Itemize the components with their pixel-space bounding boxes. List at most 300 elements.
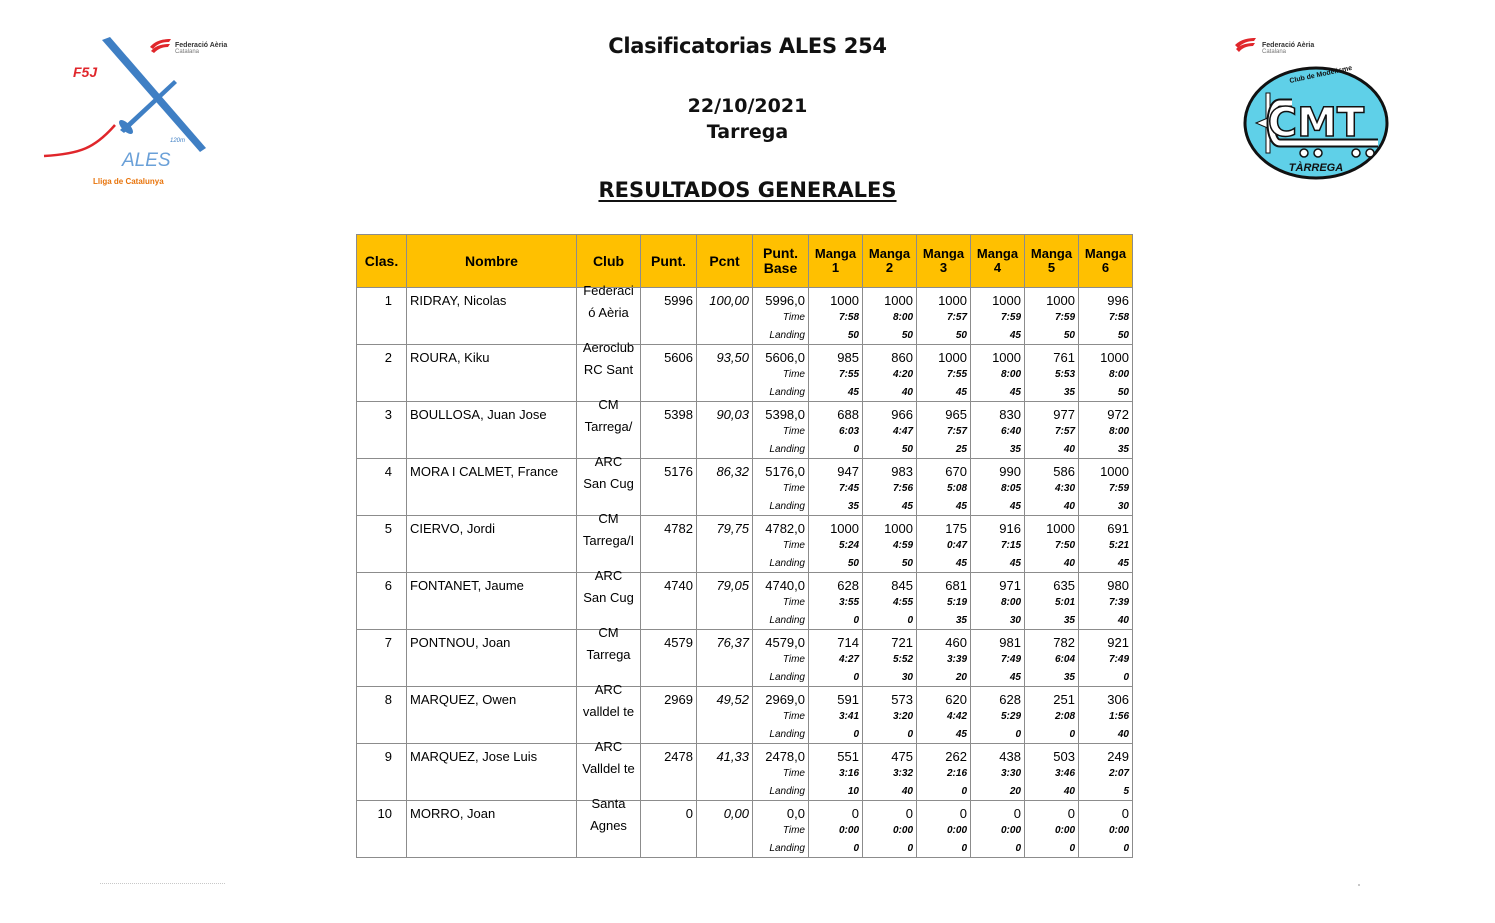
- manga-cell: [809, 516, 863, 573]
- manga-landing: 45: [847, 387, 859, 398]
- table-header-row: [357, 235, 1133, 288]
- landing-label: Landing: [769, 786, 805, 797]
- manga-score: 985: [837, 350, 859, 365]
- pilot-name-cell: CIERVO, Jordi: [407, 516, 577, 573]
- manga-landing: 40: [1117, 615, 1129, 626]
- manga-landing: 50: [847, 558, 859, 569]
- manga-landing: 35: [1009, 444, 1021, 455]
- manga-cell: [1079, 459, 1133, 516]
- manga-cell: [971, 345, 1025, 402]
- manga-time: 4:20: [892, 369, 913, 380]
- manga-score: 0: [1013, 806, 1021, 821]
- time-label: Time: [782, 312, 805, 323]
- section-title: RESULTADOS GENERALES: [598, 178, 897, 202]
- rank-cell: 2: [357, 345, 407, 402]
- col-header-pcnt[interactable]: Pcnt: [697, 235, 753, 288]
- percent-cell: 79,05: [697, 573, 753, 630]
- manga-score: 262: [945, 749, 967, 764]
- manga-time: 8:05: [1000, 483, 1021, 494]
- manga-score: 0: [851, 806, 859, 821]
- table-row[interactable]: [357, 345, 1133, 402]
- manga-score: 551: [837, 749, 859, 764]
- manga-score: 573: [891, 692, 913, 707]
- manga-cell: [917, 687, 971, 744]
- points-cell: 4579: [641, 630, 697, 687]
- manga-score: 1000: [884, 293, 913, 308]
- landing-label: Landing: [769, 672, 805, 683]
- manga-time: 7:39: [1108, 597, 1129, 608]
- percent-cell: 86,32: [697, 459, 753, 516]
- manga-time: 2:07: [1108, 768, 1129, 779]
- manga-landing: 0: [853, 672, 859, 683]
- manga-cell: [971, 288, 1025, 345]
- table-row[interactable]: [357, 801, 1133, 858]
- manga-landing: 0: [853, 615, 859, 626]
- manga-landing: 50: [1063, 330, 1075, 341]
- manga-landing: 35: [1117, 444, 1129, 455]
- page-title: Clasificatorias ALES 254: [608, 34, 887, 58]
- manga-landing: 50: [901, 558, 913, 569]
- footer-dot: [1358, 884, 1360, 886]
- manga-landing: 50: [1117, 330, 1129, 341]
- manga-landing: 45: [1009, 387, 1021, 398]
- manga-time: 4:55: [892, 597, 913, 608]
- event-place: Tarrega: [706, 121, 789, 143]
- club-initials: CMT: [1267, 100, 1365, 146]
- manga-score: 1000: [1046, 293, 1075, 308]
- manga-landing: 0: [853, 729, 859, 740]
- manga-time: 3:32: [892, 768, 913, 779]
- manga-landing: 45: [955, 558, 967, 569]
- manga-time: 7:50: [1054, 540, 1075, 551]
- manga-time: 3:55: [838, 597, 859, 608]
- table-row[interactable]: [357, 516, 1133, 573]
- landing-label: Landing: [769, 729, 805, 740]
- manga-landing: 45: [1009, 672, 1021, 683]
- manga-cell: [917, 744, 971, 801]
- manga-landing: 0: [1123, 672, 1129, 683]
- pilot-name-cell: MARQUEZ, Jose Luis: [407, 744, 577, 801]
- manga-cell: [863, 345, 917, 402]
- manga-score: 921: [1107, 635, 1129, 650]
- manga-cell: [917, 288, 971, 345]
- manga-cell: [863, 744, 917, 801]
- table-row[interactable]: [357, 402, 1133, 459]
- manga-cell: [917, 573, 971, 630]
- manga-landing: 40: [1063, 786, 1075, 797]
- manga-cell: [971, 516, 1025, 573]
- manga-score: 681: [945, 578, 967, 593]
- manga-cell: [809, 573, 863, 630]
- manga-score: 688: [837, 407, 859, 422]
- percent-cell: 100,00: [697, 288, 753, 345]
- manga-time: 7:57: [946, 312, 967, 323]
- manga-time: 5:21: [1108, 540, 1129, 551]
- manga-cell: [809, 687, 863, 744]
- table-row[interactable]: [357, 288, 1133, 345]
- manga-cell: [1025, 801, 1079, 858]
- manga-landing: 50: [901, 444, 913, 455]
- manga-score: 251: [1053, 692, 1075, 707]
- manga-score: 249: [1107, 749, 1129, 764]
- manga-time: 0:00: [1054, 825, 1075, 836]
- manga-landing: 40: [1117, 729, 1129, 740]
- manga-time: 4:30: [1054, 483, 1075, 494]
- percent-cell: 49,52: [697, 687, 753, 744]
- manga-score: 714: [837, 635, 859, 650]
- league-label: Lliga de Catalunya: [93, 177, 164, 186]
- manga-time: 7:15: [1000, 540, 1021, 551]
- manga-score: 670: [945, 464, 967, 479]
- base-points-cell: 2478,0 Time Landing: [753, 744, 809, 801]
- manga-time: 7:59: [1000, 312, 1021, 323]
- manga-score: 0: [959, 806, 967, 821]
- manga-cell: [863, 801, 917, 858]
- manga-time: 8:00: [892, 312, 913, 323]
- manga-score: 980: [1107, 578, 1129, 593]
- manga-landing: 10: [847, 786, 859, 797]
- results-table: [356, 234, 1133, 858]
- table-row[interactable]: [357, 459, 1133, 516]
- manga-score: 996: [1107, 293, 1129, 308]
- club-cell: CM Tarrega: [577, 630, 641, 687]
- base-points-cell: 5996,0 Time Landing: [753, 288, 809, 345]
- pilot-name-cell: MORRO, Joan: [407, 801, 577, 858]
- base-points-cell: 5398,0 Time Landing: [753, 402, 809, 459]
- manga-score: 586: [1053, 464, 1075, 479]
- pilot-name-cell: MORA I CALMET, France: [407, 459, 577, 516]
- manga-score: 438: [999, 749, 1021, 764]
- landing-label: Landing: [769, 615, 805, 626]
- manga-score: 460: [945, 635, 967, 650]
- manga-time: 5:19: [946, 597, 967, 608]
- manga-score: 1000: [1100, 350, 1129, 365]
- manga-cell: [809, 744, 863, 801]
- svg-text:Federació Aèria: Federació Aèria: [175, 42, 228, 49]
- manga-landing: 45: [1009, 330, 1021, 341]
- manga-time: 7:58: [838, 312, 859, 323]
- manga-time: 6:03: [838, 426, 859, 437]
- col-header-punt[interactable]: Punt.: [641, 235, 697, 288]
- table-row[interactable]: [357, 687, 1133, 744]
- manga-time: 5:52: [892, 654, 913, 665]
- time-label: Time: [782, 711, 805, 722]
- manga-landing: 40: [901, 786, 913, 797]
- manga-score: 1000: [1046, 521, 1075, 536]
- points-cell: 5996: [641, 288, 697, 345]
- base-points-cell: 2969,0 Time Landing: [753, 687, 809, 744]
- manga-cell: [971, 630, 1025, 687]
- manga-landing: 0: [1069, 843, 1075, 854]
- manga-time: 2:08: [1054, 711, 1075, 722]
- manga-time: 7:59: [1054, 312, 1075, 323]
- manga-time: 3:16: [838, 768, 859, 779]
- col-header-manga-5[interactable]: Manga 5: [1025, 235, 1079, 288]
- manga-cell: [1079, 573, 1133, 630]
- club-cell: CM Tarrega/I: [577, 516, 641, 573]
- manga-time: 7:56: [892, 483, 913, 494]
- manga-score: 845: [891, 578, 913, 593]
- manga-landing: 0: [1123, 843, 1129, 854]
- manga-time: 3:20: [892, 711, 913, 722]
- manga-score: 983: [891, 464, 913, 479]
- manga-time: 7:57: [1054, 426, 1075, 437]
- manga-cell: [917, 630, 971, 687]
- manga-time: 1:56: [1108, 711, 1129, 722]
- manga-landing: 40: [1063, 501, 1075, 512]
- manga-time: 5:01: [1054, 597, 1075, 608]
- manga-score: 1000: [884, 521, 913, 536]
- manga-score: 175: [945, 521, 967, 536]
- manga-cell: [1079, 801, 1133, 858]
- manga-cell: [917, 402, 971, 459]
- rank-cell: 9: [357, 744, 407, 801]
- points-cell: 2478: [641, 744, 697, 801]
- manga-landing: 40: [901, 387, 913, 398]
- manga-time: 5:29: [1000, 711, 1021, 722]
- rank-cell: 10: [357, 801, 407, 858]
- manga-landing: 25: [955, 444, 967, 455]
- percent-cell: 0,00: [697, 801, 753, 858]
- percent-cell: 93,50: [697, 345, 753, 402]
- club-cell: ARC San Cug: [577, 459, 641, 516]
- manga-cell: [863, 573, 917, 630]
- manga-score: 475: [891, 749, 913, 764]
- manga-time: 2:16: [946, 768, 967, 779]
- manga-cell: [1025, 630, 1079, 687]
- rank-cell: 4: [357, 459, 407, 516]
- manga-time: 0:47: [946, 540, 967, 551]
- manga-landing: 0: [907, 843, 913, 854]
- points-cell: 5606: [641, 345, 697, 402]
- manga-cell: [863, 516, 917, 573]
- club-cell: Aeroclub RC Sant: [577, 345, 641, 402]
- manga-score: 1000: [830, 521, 859, 536]
- manga-landing: 35: [955, 615, 967, 626]
- svg-text:Catalana: Catalana: [1262, 49, 1287, 55]
- manga-score: 782: [1053, 635, 1075, 650]
- manga-cell: [863, 288, 917, 345]
- manga-score: 691: [1107, 521, 1129, 536]
- manga-cell: [1025, 744, 1079, 801]
- landing-label: Landing: [769, 843, 805, 854]
- club-cell: Santa Agnes: [577, 801, 641, 858]
- manga-time: 8:00: [1108, 369, 1129, 380]
- manga-time: 0:00: [1000, 825, 1021, 836]
- ales-brand: ALES: [122, 150, 171, 171]
- rank-cell: 3: [357, 402, 407, 459]
- manga-landing: 5: [1123, 786, 1129, 797]
- manga-cell: [917, 801, 971, 858]
- manga-score: 721: [891, 635, 913, 650]
- manga-time: 8:00: [1000, 597, 1021, 608]
- manga-cell: [917, 459, 971, 516]
- pilot-name-cell: MARQUEZ, Owen: [407, 687, 577, 744]
- manga-landing: 50: [847, 330, 859, 341]
- time-label: Time: [782, 540, 805, 551]
- manga-time: 7:45: [838, 483, 859, 494]
- landing-label: Landing: [769, 444, 805, 455]
- percent-cell: 41,33: [697, 744, 753, 801]
- table-row[interactable]: [357, 573, 1133, 630]
- points-cell: 0: [641, 801, 697, 858]
- manga-cell: [971, 744, 1025, 801]
- manga-landing: 45: [1009, 501, 1021, 512]
- landing-label: Landing: [769, 387, 805, 398]
- manga-score: 1000: [992, 293, 1021, 308]
- results-body: [357, 283, 1133, 858]
- manga-cell: [971, 402, 1025, 459]
- base-points-cell: 4579,0 Time Landing: [753, 630, 809, 687]
- manga-time: 6:04: [1054, 654, 1075, 665]
- manga-landing: 45: [955, 501, 967, 512]
- col-header-club[interactable]: Club: [577, 235, 641, 288]
- manga-score: 620: [945, 692, 967, 707]
- percent-cell: 79,75: [697, 516, 753, 573]
- svg-text:Club de Modelisme: Club de Modelisme: [1288, 64, 1353, 85]
- event-date: 22/10/2021: [687, 95, 808, 117]
- svg-text:120m: 120m: [170, 138, 186, 144]
- club-cell: ARC Valldel te: [577, 744, 641, 801]
- manga-time: 4:47: [892, 426, 913, 437]
- manga-time: 0:00: [892, 825, 913, 836]
- manga-cell: [1079, 516, 1133, 573]
- manga-landing: 45: [1117, 558, 1129, 569]
- manga-cell: [809, 402, 863, 459]
- manga-time: 7:49: [1108, 654, 1129, 665]
- manga-landing: 0: [961, 843, 967, 854]
- manga-time: 4:42: [946, 711, 967, 722]
- manga-cell: [863, 630, 917, 687]
- col-header-manga-4[interactable]: Manga 4: [971, 235, 1025, 288]
- svg-text:Catalana: Catalana: [175, 49, 200, 55]
- manga-cell: [863, 687, 917, 744]
- manga-time: 3:46: [1054, 768, 1075, 779]
- manga-cell: [1025, 516, 1079, 573]
- manga-landing: 35: [1063, 387, 1075, 398]
- manga-score: 0: [1067, 806, 1075, 821]
- manga-time: 7:59: [1108, 483, 1129, 494]
- manga-landing: 0: [1015, 843, 1021, 854]
- manga-score: 966: [891, 407, 913, 422]
- manga-cell: [809, 459, 863, 516]
- manga-landing: 0: [853, 444, 859, 455]
- federation-label: Federació Aèria: [1262, 42, 1315, 49]
- manga-score: 591: [837, 692, 859, 707]
- manga-score: 977: [1053, 407, 1075, 422]
- manga-landing: 0: [1015, 729, 1021, 740]
- manga-score: 0: [1121, 806, 1129, 821]
- percent-cell: 76,37: [697, 630, 753, 687]
- manga-score: 761: [1053, 350, 1075, 365]
- landing-label: Landing: [769, 558, 805, 569]
- manga-landing: 35: [1063, 615, 1075, 626]
- manga-landing: 45: [955, 387, 967, 398]
- manga-score: 916: [999, 521, 1021, 536]
- manga-score: 990: [999, 464, 1021, 479]
- points-cell: 5176: [641, 459, 697, 516]
- manga-landing: 40: [1063, 558, 1075, 569]
- manga-time: 6:40: [1000, 426, 1021, 437]
- col-header-manga-2[interactable]: Manga 2: [863, 235, 917, 288]
- base-points-cell: 0,0 Time Landing: [753, 801, 809, 858]
- f5j-badge: F5J: [73, 64, 98, 80]
- time-label: Time: [782, 654, 805, 665]
- manga-score: 981: [999, 635, 1021, 650]
- percent-cell: 90,03: [697, 402, 753, 459]
- manga-cell: [917, 516, 971, 573]
- manga-time: 7:58: [1108, 312, 1129, 323]
- manga-score: 971: [999, 578, 1021, 593]
- manga-time: 7:49: [1000, 654, 1021, 665]
- manga-landing: 30: [1117, 501, 1129, 512]
- manga-cell: [971, 573, 1025, 630]
- manga-landing: 30: [1009, 615, 1021, 626]
- time-label: Time: [782, 369, 805, 380]
- manga-landing: 30: [901, 672, 913, 683]
- manga-time: 4:27: [838, 654, 859, 665]
- manga-landing: 35: [847, 501, 859, 512]
- manga-cell: [1079, 687, 1133, 744]
- col-header-nombre[interactable]: Nombre: [407, 235, 577, 288]
- club-cell: CM Tarrega/: [577, 402, 641, 459]
- manga-score: 947: [837, 464, 859, 479]
- manga-cell: [1079, 744, 1133, 801]
- manga-time: 8:00: [1000, 369, 1021, 380]
- manga-score: 0: [905, 806, 913, 821]
- col-header-clas[interactable]: Clas.: [357, 235, 407, 288]
- manga-score: 635: [1053, 578, 1075, 593]
- manga-cell: [809, 345, 863, 402]
- manga-cell: [1025, 459, 1079, 516]
- manga-landing: 40: [1063, 444, 1075, 455]
- manga-cell: [809, 630, 863, 687]
- manga-score: 1000: [830, 293, 859, 308]
- manga-time: 4:59: [892, 540, 913, 551]
- manga-time: 0:00: [946, 825, 967, 836]
- table-row[interactable]: [357, 630, 1133, 687]
- points-cell: 4782: [641, 516, 697, 573]
- base-points-cell: 4782,0 Time Landing: [753, 516, 809, 573]
- points-cell: 4740: [641, 573, 697, 630]
- manga-time: 8:00: [1108, 426, 1129, 437]
- manga-cell: [1025, 687, 1079, 744]
- manga-cell: [809, 801, 863, 858]
- pilot-name-cell: PONTNOU, Joan: [407, 630, 577, 687]
- manga-cell: [971, 459, 1025, 516]
- points-cell: 5398: [641, 402, 697, 459]
- manga-landing: 45: [955, 729, 967, 740]
- time-label: Time: [782, 768, 805, 779]
- col-header-manga-3[interactable]: Manga 3: [917, 235, 971, 288]
- manga-score: 830: [999, 407, 1021, 422]
- rank-cell: 6: [357, 573, 407, 630]
- col-header-manga-6[interactable]: Manga 6: [1079, 235, 1133, 288]
- manga-cell: [809, 288, 863, 345]
- manga-cell: [1079, 345, 1133, 402]
- landing-label: Landing: [769, 330, 805, 341]
- manga-landing: 35: [1063, 672, 1075, 683]
- manga-time: 5:24: [838, 540, 859, 551]
- manga-landing: 45: [1009, 558, 1021, 569]
- manga-time: 5:53: [1054, 369, 1075, 380]
- time-label: Time: [782, 825, 805, 836]
- col-header-punt-base[interactable]: Punt. Base: [753, 235, 809, 288]
- table-row[interactable]: [357, 744, 1133, 801]
- col-header-manga-1[interactable]: Manga 1: [809, 235, 863, 288]
- manga-score: 628: [837, 578, 859, 593]
- manga-cell: [1025, 402, 1079, 459]
